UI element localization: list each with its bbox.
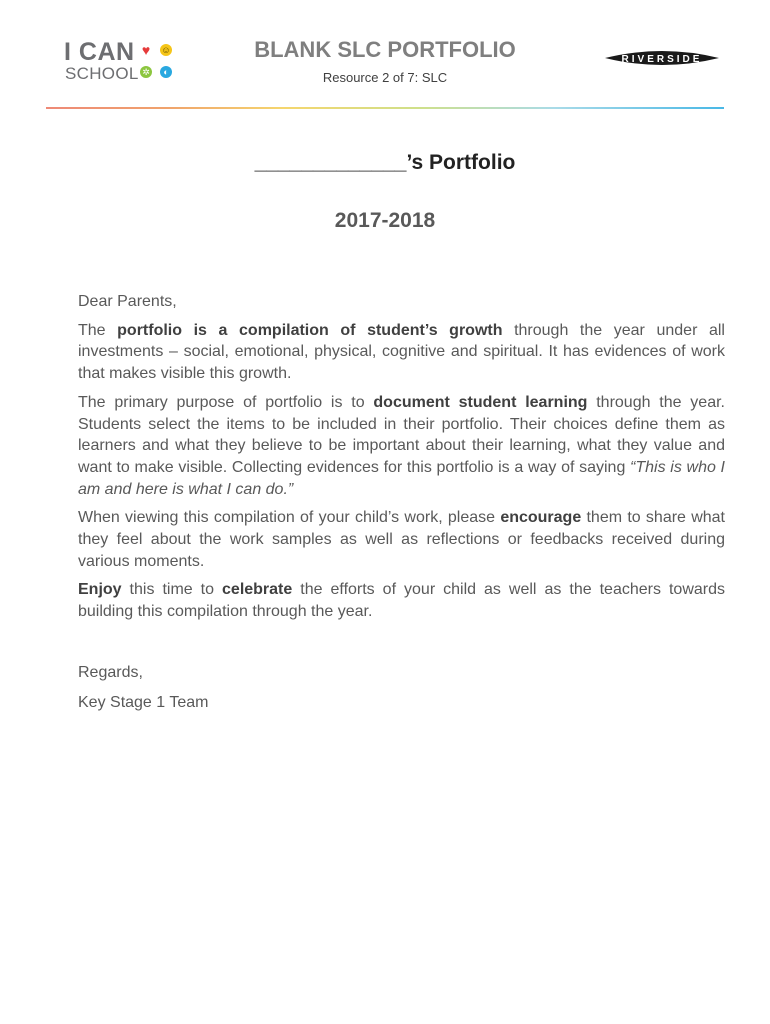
page-title: BLANK SLC PORTFOLIO	[254, 37, 516, 62]
logo-text-i-can: I CAN	[64, 38, 135, 66]
header-divider	[46, 107, 724, 109]
paragraph-4: Enjoy this time to celebrate the efforts of your child as well as the teachers towards building this compilation through the year.	[78, 581, 725, 621]
portfolio-title: _____________’s Portfolio	[254, 151, 516, 174]
letter-body	[78, 291, 725, 630]
smiley-icon: ☺	[161, 45, 171, 55]
gear-icon: ✲	[140, 66, 152, 78]
globe-icon: ◐	[160, 66, 172, 78]
riverside-logo	[603, 46, 721, 75]
paragraph-1: The portfolio is a compilation of student’s growth through the year under all investments – social, emotional, physical, cognitive and spiritual. It has evidences of work that makes visible this growth.	[78, 321, 725, 383]
closing: Regards,	[78, 664, 143, 681]
riverside-logo-text: RIVERSIDE	[621, 54, 703, 65]
paragraph-2: The primary purpose of portfolio is to document student learning through the year. Students select the items to be included in their portfolio. Their choices define them as learners and what they believe to be important about their learning, what they value and want to make visible. Collecting evidences for this portfolio is a way of saying “This is who I am and here is what I can do.”	[78, 393, 726, 498]
resource-subtitle: Resource 2 of 7: SLC	[322, 70, 448, 85]
heart-icon: ♥	[141, 42, 151, 58]
paragraph-3: When viewing this compilation of your child’s work, please encourage them to share what they feel about the work samples as well as reflections or feedbacks received during various moments.	[78, 509, 725, 570]
salutation: Dear Parents,	[78, 293, 177, 310]
logo-text-school: SCHOOL	[65, 64, 139, 83]
school-year: 2017-2018	[334, 209, 436, 232]
signature: Key Stage 1 Team	[78, 694, 209, 711]
